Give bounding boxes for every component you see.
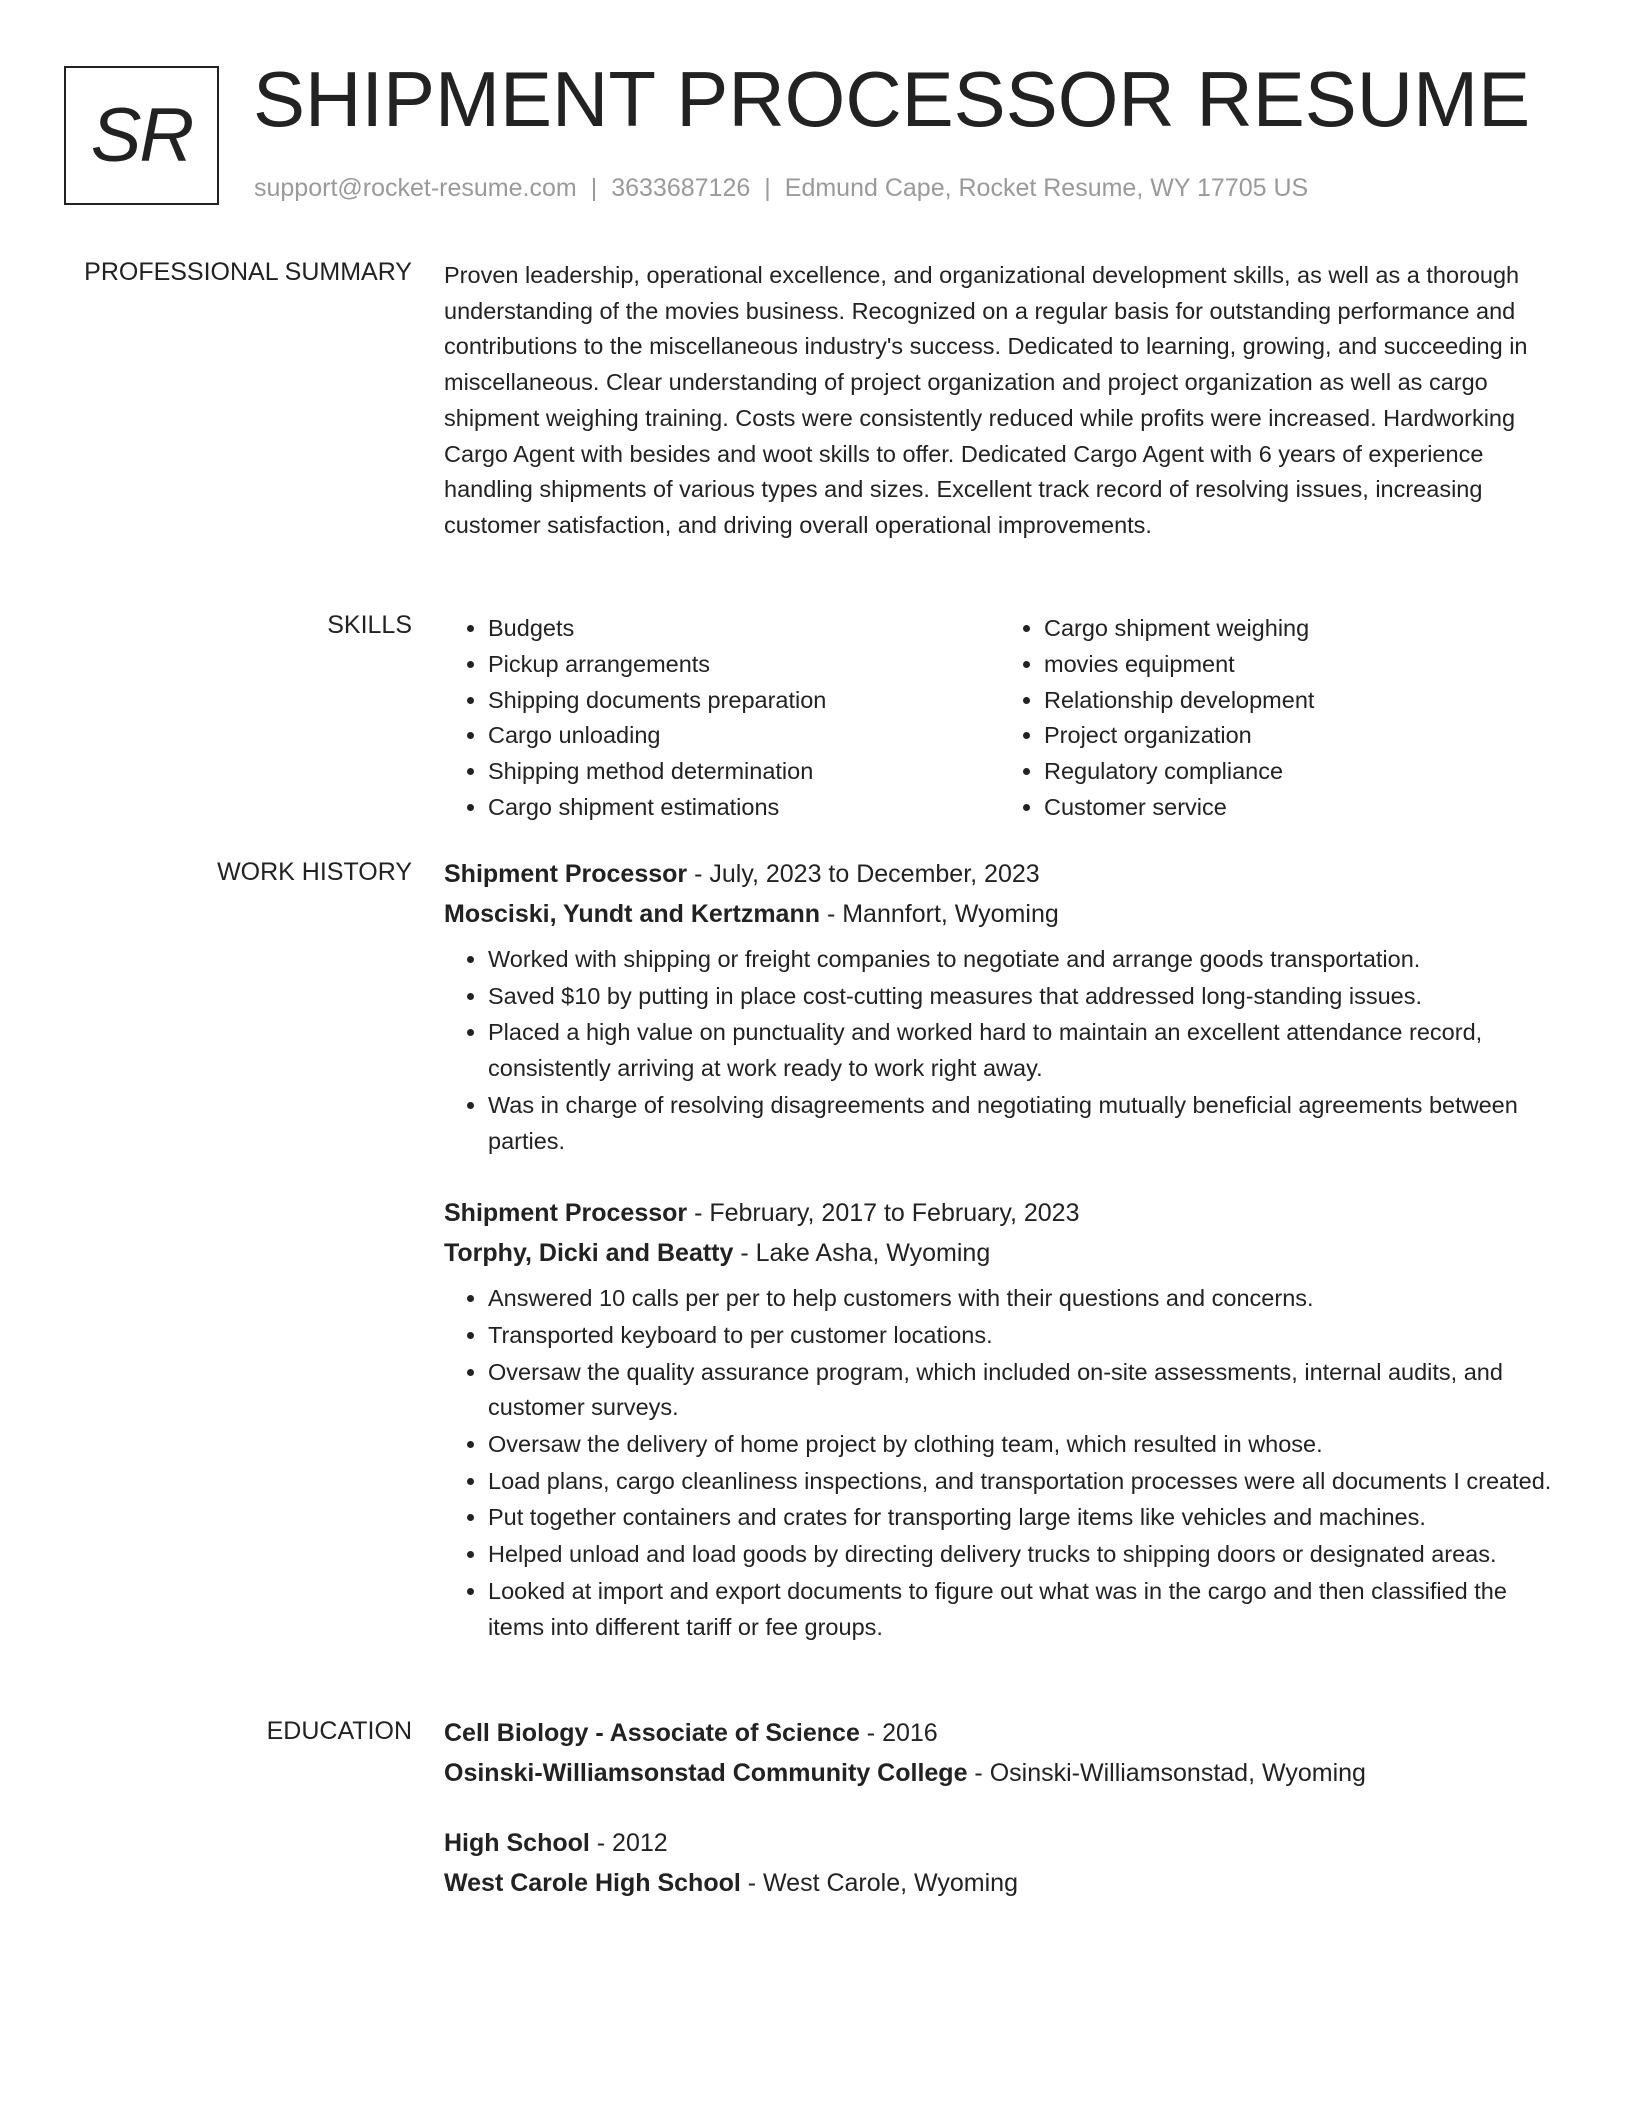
- section-label-education: EDUCATION: [266, 1717, 412, 1745]
- contact-phone: 3633687126: [611, 174, 751, 202]
- education-degree: Cell Biology - Associate of Science: [444, 1719, 860, 1747]
- education-location: - Osinski-Williamsonstad, Wyoming: [967, 1759, 1366, 1787]
- contact-separator: |: [590, 174, 598, 202]
- skill-item: • Budgets: [488, 611, 1000, 647]
- job-company: Torphy, Dicki and Beatty: [444, 1239, 734, 1268]
- work-history-content: [444, 854, 1556, 1646]
- job-entry: [444, 854, 1556, 1159]
- monogram-logo: SR: [64, 66, 219, 205]
- education-entry: [444, 1713, 1556, 1793]
- skill-item: • Shipping method determination: [488, 754, 1000, 790]
- contact-line: [254, 174, 1308, 203]
- skills-column-2: [1000, 611, 1556, 826]
- skill-item: • Relationship development: [1044, 683, 1556, 719]
- job-bullets: [444, 1281, 1556, 1645]
- job-bullet: • Answered 10 calls per per to help customers with their questions and concerns.: [488, 1281, 1556, 1317]
- section-label-work-history: WORK HISTORY: [217, 858, 412, 886]
- education-year: - 2012: [589, 1829, 668, 1857]
- job-location: - Lake Asha, Wyoming: [733, 1239, 991, 1268]
- education-degree-line: [444, 1713, 1556, 1753]
- education-content: [444, 1713, 1556, 1903]
- education-school-line: [444, 1863, 1556, 1903]
- education-degree-line: [444, 1823, 1556, 1863]
- summary-text: Proven leadership, operational excellence, and organizational development skills, as well as a thorough understanding of the movies business. Recognized on a regular basis for outstanding performance and contributions to the miscellaneous industry's success. Dedicated to learning, growing, and succeeding in miscellaneous. Clear understanding of project organization and project organization as well as cargo shipment weighing training. Costs were consistently reduced while profits were increased. Hardworking Cargo Agent with besides and woot skills to offer. Dedicated Cargo Agent with 6 years of experience handling shipments of various types and sizes. Excellent track record of resolving issues, increasing customer satisfaction, and driving overall operational improvements.: [444, 262, 1528, 538]
- job-dates: - July, 2023 to December, 2023: [687, 860, 1040, 888]
- skill-item: • Regulatory compliance: [1044, 754, 1556, 790]
- contact-email: support@rocket-resume.com: [254, 174, 577, 202]
- skill-item: • Cargo shipment weighing: [1044, 611, 1556, 647]
- job-bullet: • Transported keyboard to per customer locations.: [488, 1318, 1556, 1354]
- section-label-summary: PROFESSIONAL SUMMARY: [84, 258, 412, 286]
- education-entry: [444, 1823, 1556, 1903]
- education-degree: High School: [444, 1829, 590, 1857]
- job-bullet: • Worked with shipping or freight companies to negotiate and arrange goods transportation.: [488, 942, 1556, 978]
- job-title: Shipment Processor: [444, 1199, 688, 1228]
- education-year: - 2016: [859, 1719, 938, 1747]
- job-title: Shipment Processor: [444, 860, 688, 888]
- job-title-line: [444, 1193, 1556, 1233]
- education-school-line: [444, 1753, 1556, 1793]
- contact-separator: |: [764, 174, 771, 202]
- job-bullet: • Oversaw the quality assurance program, which included on-site assessments, internal audits, and customer surveys.: [488, 1355, 1556, 1426]
- job-bullets: [444, 942, 1556, 1159]
- job-bullet: • Saved $10 by putting in place cost-cutting measures that addressed long-standing issues.: [488, 979, 1556, 1015]
- job-bullet: • Looked at import and export documents to figure out what was in the cargo and then classified the items into different tariff or fee groups.: [488, 1574, 1556, 1645]
- skill-item: • Customer service: [1044, 790, 1556, 826]
- section-label-skills: SKILLS: [327, 611, 412, 639]
- job-title-line: [444, 854, 1556, 894]
- summary-content: [444, 258, 1556, 544]
- job-bullet: • Was in charge of resolving disagreements and negotiating mutually beneficial agreements between parties.: [488, 1088, 1556, 1159]
- skills-column-1: [444, 611, 1000, 826]
- job-location: - Mannfort, Wyoming: [820, 900, 1059, 928]
- job-bullet: • Put together containers and crates for transporting large items like vehicles and machines.: [488, 1500, 1556, 1536]
- job-bullet: • Load plans, cargo cleanliness inspections, and transportation processes were all documents I created.: [488, 1464, 1556, 1500]
- skill-item: • Project organization: [1044, 718, 1556, 754]
- skill-item: • Pickup arrangements: [488, 647, 1000, 683]
- job-bullet: • Helped unload and load goods by directing delivery trucks to shipping doors or designated areas.: [488, 1537, 1556, 1573]
- job-bullet: • Placed a high value on punctuality and worked hard to maintain an excellent attendance record, consistently arriving at work ready to work right away.: [488, 1015, 1556, 1086]
- contact-address: Edmund Cape, Rocket Resume, WY 17705 US: [784, 174, 1309, 202]
- education-school: West Carole High School: [444, 1869, 741, 1897]
- job-dates: - February, 2017 to February, 2023: [687, 1199, 1080, 1228]
- education-school: Osinski-Williamsonstad Community College: [444, 1759, 968, 1787]
- job-company: Mosciski, Yundt and Kertzmann: [444, 900, 821, 928]
- skill-item: • movies equipment: [1044, 647, 1556, 683]
- education-location: - West Carole, Wyoming: [740, 1869, 1018, 1897]
- resume-title: SHIPMENT PROCESSOR RESUME: [253, 55, 1531, 143]
- skills-content: [444, 611, 1556, 826]
- job-company-line: [444, 1233, 1556, 1273]
- skill-item: • Cargo unloading: [488, 718, 1000, 754]
- skill-item: • Cargo shipment estimations: [488, 790, 1000, 826]
- job-bullet: • Oversaw the delivery of home project by clothing team, which resulted in whose.: [488, 1427, 1556, 1463]
- job-company-line: [444, 894, 1556, 934]
- job-entry: [444, 1193, 1556, 1645]
- skill-item: • Shipping documents preparation: [488, 683, 1000, 719]
